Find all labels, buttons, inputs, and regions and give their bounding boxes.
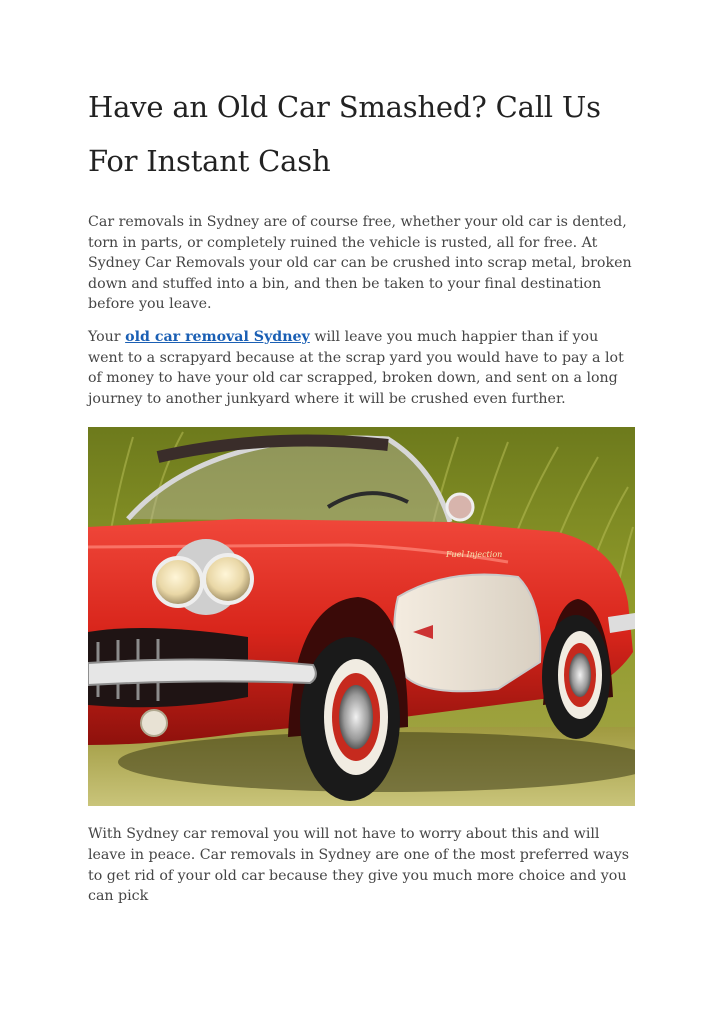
front-bumper	[88, 660, 316, 686]
headlight-left	[154, 558, 202, 606]
old-car-removal-link[interactable]: old car removal Sydney	[125, 328, 310, 345]
fog-light	[141, 710, 167, 736]
headlight-right	[204, 555, 252, 603]
front-hubcap	[339, 685, 373, 749]
article-title: Have an Old Car Smashed? Call Us For Instant Cash	[88, 90, 601, 178]
car-script-badge: Fuel Injection	[446, 550, 503, 560]
car-photo	[88, 427, 635, 806]
paragraph-1: Car removals in Sydney are of course free, whether your old car is dented, torn in parts, or completely ruined the vehicle is rusted, all for free. At Sydney Car Removals your old car can be crushed into scrap metal, broken down and stuffed into a bin, and then be taken to your final destination before you leave.	[88, 214, 632, 313]
side-mirror	[447, 494, 473, 520]
paragraph-3: With Sydney car removal you will not have to worry about this and will leave in peace. Car removals in Sydney are one of the most preferred ways to get rid of your old car because they give you much more choice and you can pick	[88, 826, 630, 905]
paragraph-2	[88, 327, 635, 409]
paragraph-2-suffix: will leave you much happier than if you went to a scrapyard because at the scrap yard you would have to pay a lot of money to have your old car scrapped, broken down, and sent on a long journey to another junkyard where it will be crushed even further.	[88, 328, 624, 407]
article	[88, 80, 635, 907]
paragraph-2-prefix: Your	[88, 328, 126, 345]
rear-hubcap	[569, 653, 591, 697]
